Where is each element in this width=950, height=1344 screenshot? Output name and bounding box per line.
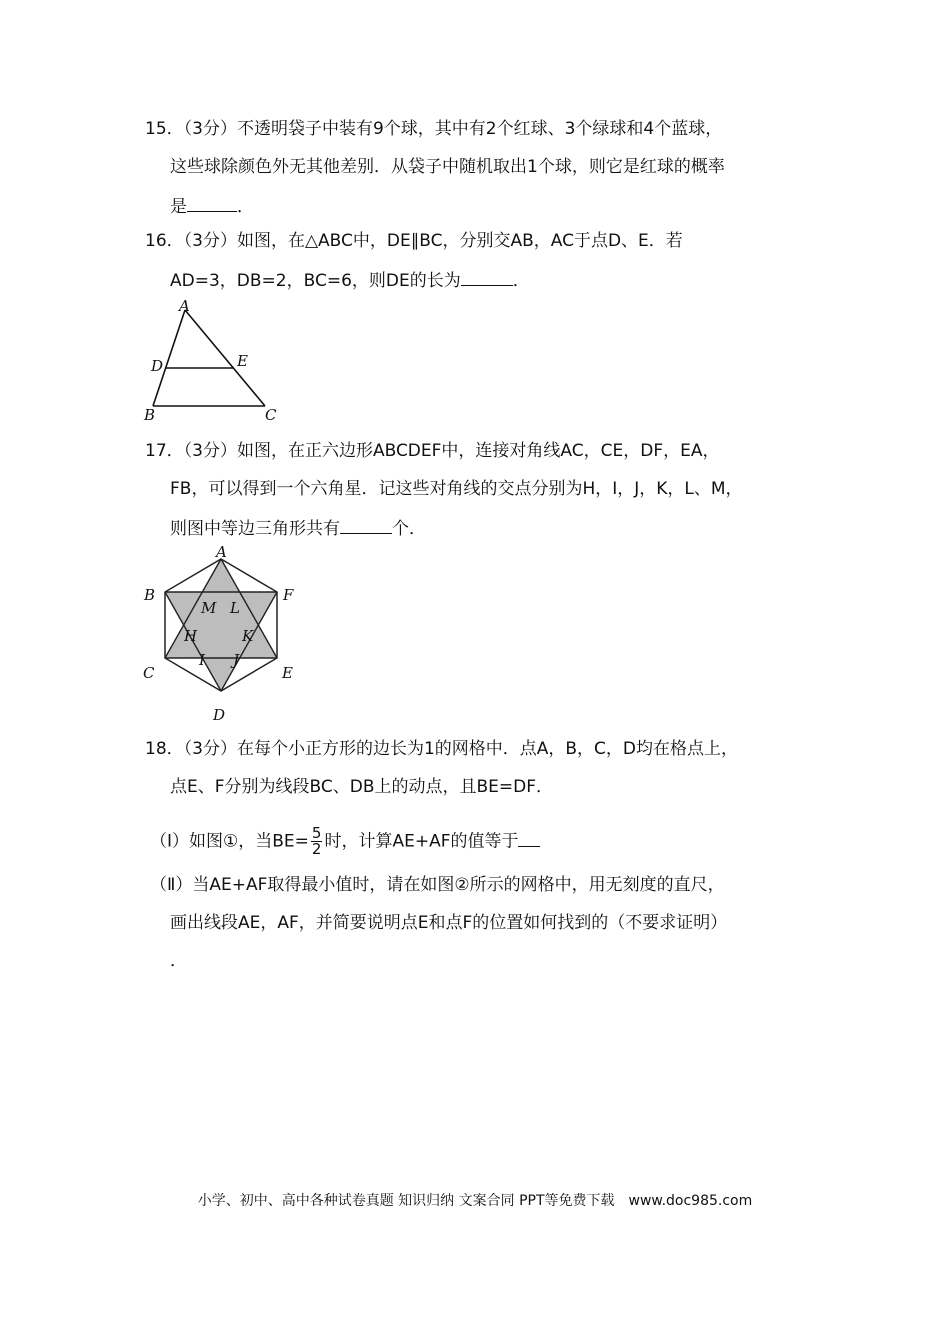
- q16-end: ．: [512, 271, 530, 291]
- q16-line-1: 16．（3分）如图，在△ABC中，DE∥BC，分别交AB，AC于点D、E．若: [145, 231, 683, 251]
- fraction-numerator: 5: [311, 824, 322, 842]
- q15-line-1: 15．（3分）不透明袋子中装有9个球，其中有2个红球、3个绿球和4个蓝球，: [145, 119, 723, 139]
- q18-part1: [150, 826, 540, 857]
- q16-line-2: [170, 269, 530, 291]
- label-D: D: [213, 706, 226, 724]
- label-F: F: [283, 586, 294, 604]
- q17-end: 个．: [392, 519, 426, 539]
- label-M: M: [201, 599, 217, 617]
- label-D: D: [151, 357, 164, 375]
- q18-part2-line-3: ．: [170, 951, 187, 971]
- answer-blank: [340, 517, 392, 534]
- label-E: E: [237, 352, 248, 370]
- label-A: A: [216, 543, 227, 561]
- page-footer: 小学、初中、高中各种试卷真题 知识归纳 文案合同 PPT等免费下载 www.doc985.com: [197, 1193, 753, 1209]
- label-L: L: [230, 599, 240, 617]
- label-C: C: [143, 664, 155, 682]
- q16-line-2-text: AD=3，DB=2，BC=6，则DE的长为: [170, 271, 461, 291]
- label-K: K: [242, 627, 254, 645]
- q17-line-3-text: 则图中等边三角形共有: [170, 519, 340, 539]
- label-I: I: [199, 651, 205, 669]
- q17-line-3: [170, 517, 426, 539]
- q18-part1-before: （Ⅰ）如图①，当BE=: [150, 831, 309, 852]
- label-A: A: [179, 297, 190, 315]
- q15-line-3: [170, 195, 254, 217]
- label-C: C: [265, 406, 277, 424]
- answer-blank: [461, 269, 513, 286]
- q15-line-2: 这些球除颜色外无其他差别．从袋子中随机取出1个球，则它是红球的概率: [170, 157, 725, 177]
- q18-line-2: 点E、F分别为线段BC、DB上的动点，且BE=DF．: [170, 777, 554, 797]
- q18-part2-line-1: （Ⅱ）当AE+AF取得最小值时，请在如图②所示的网格中，用无刻度的直尺，: [150, 875, 725, 895]
- q15-line-3-text: 是: [170, 197, 187, 217]
- triangle-figure: [140, 298, 290, 426]
- label-B: B: [144, 586, 156, 604]
- q17-line-2: FB，可以得到一个六角星．记这些对角线的交点分别为H，I，J，K，L、M，: [170, 479, 743, 499]
- answer-blank: [187, 195, 237, 212]
- answer-blank: [518, 830, 540, 847]
- q17-line-1: 17．（3分）如图，在正六边形ABCDEF中，连接对角线AC，CE，DF，EA，: [145, 441, 720, 461]
- label-H: H: [184, 627, 198, 645]
- label-B: B: [144, 406, 156, 424]
- q18-line-1: 18．（3分）在每个小正方形的边长为1的网格中．点A，B，C，D均在格点上，: [145, 739, 739, 759]
- q18-part2-line-2: 画出线段AE，AF，并简要说明点E和点F的位置如何找到的（不要求证明）: [170, 913, 728, 933]
- hexagram-figure: [138, 545, 308, 727]
- fraction-denominator: 2: [311, 840, 322, 858]
- label-E: E: [282, 664, 293, 682]
- label-J: J: [233, 651, 240, 669]
- q15-end: ．: [237, 197, 254, 217]
- q18-part1-after: 时，计算AE+AF的值等于: [324, 831, 519, 852]
- fraction: [311, 826, 323, 857]
